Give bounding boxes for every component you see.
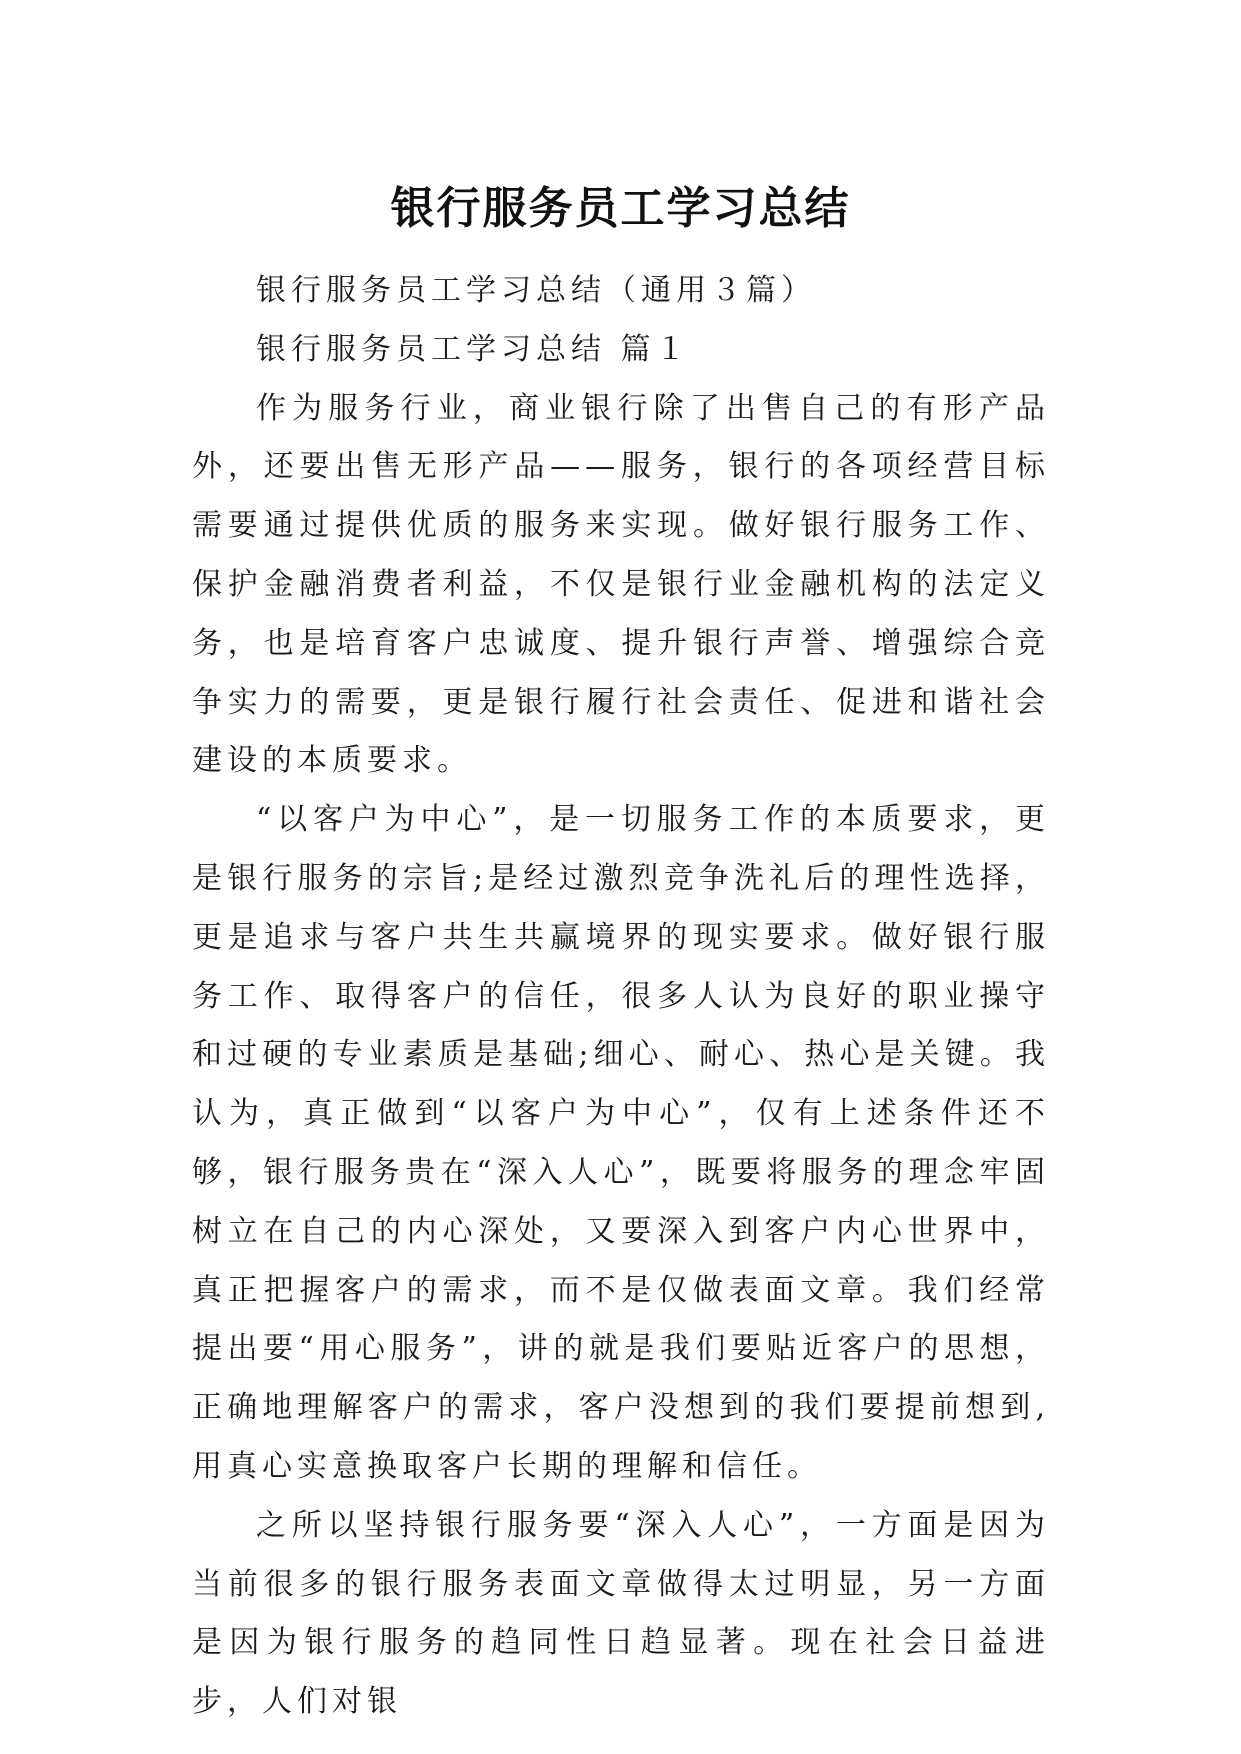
paragraph: 之所以坚持银行服务要“深入人心”，一方面是因为当前很多的银行服务表面文章做得太过明显，另一方面是因为银行服务的趋同性日趋显著。现在社会日益进步，人们对银 — [192, 1507, 1050, 1720]
document-body — [192, 262, 1050, 1732]
document-subtitle: 银行服务员工学习总结（通用３篇） — [256, 273, 816, 308]
section-heading: 银行服务员工学习总结 篇１ — [256, 331, 691, 367]
paragraph: 作为服务行业，商业银行除了出售自己的有形产品外，还要出售无形产品——服务，银行的各项经营目标需要通过提供优质的服务来实现。做好银行服务工作、保护金融消费者利益，不仅是银行业金融机构的法定义务，也是培育客户忠诚度、提升银行声誉、增强综合竞争实力的需要，更是银行履行社会责任、促进和谐社会建设的本质要求。 — [192, 390, 1050, 779]
paragraph: “以客户为中心”，是一切服务工作的本质要求，更是银行服务的宗旨;是经过激烈竞争洗礼后的理性选择，更是追求与客户共生共赢境界的现实要求。做好银行服务工作、取得客户的信任，很多人认为良好的职业操守和过硬的专业素质是基础;细心、耐心、热心是关键。我认为，真正做到“以客户为中心”，仅有上述条件还不够，银行服务贵在“深入人心”，既要将服务的理念牢固树立在自己的内心深处，又要深入到客户内心世界中，真正把握客户的需求，而不是仅做表面文章。我们经常提出要“用心服务”，讲的就是我们要贴近客户的思想，正确地理解客户的需求，客户没想到的我们要提前想到,用真心实意换取客户长期的理解和信任。 — [192, 802, 1050, 1484]
document-title: 银行服务员工学习总结 — [390, 183, 851, 235]
